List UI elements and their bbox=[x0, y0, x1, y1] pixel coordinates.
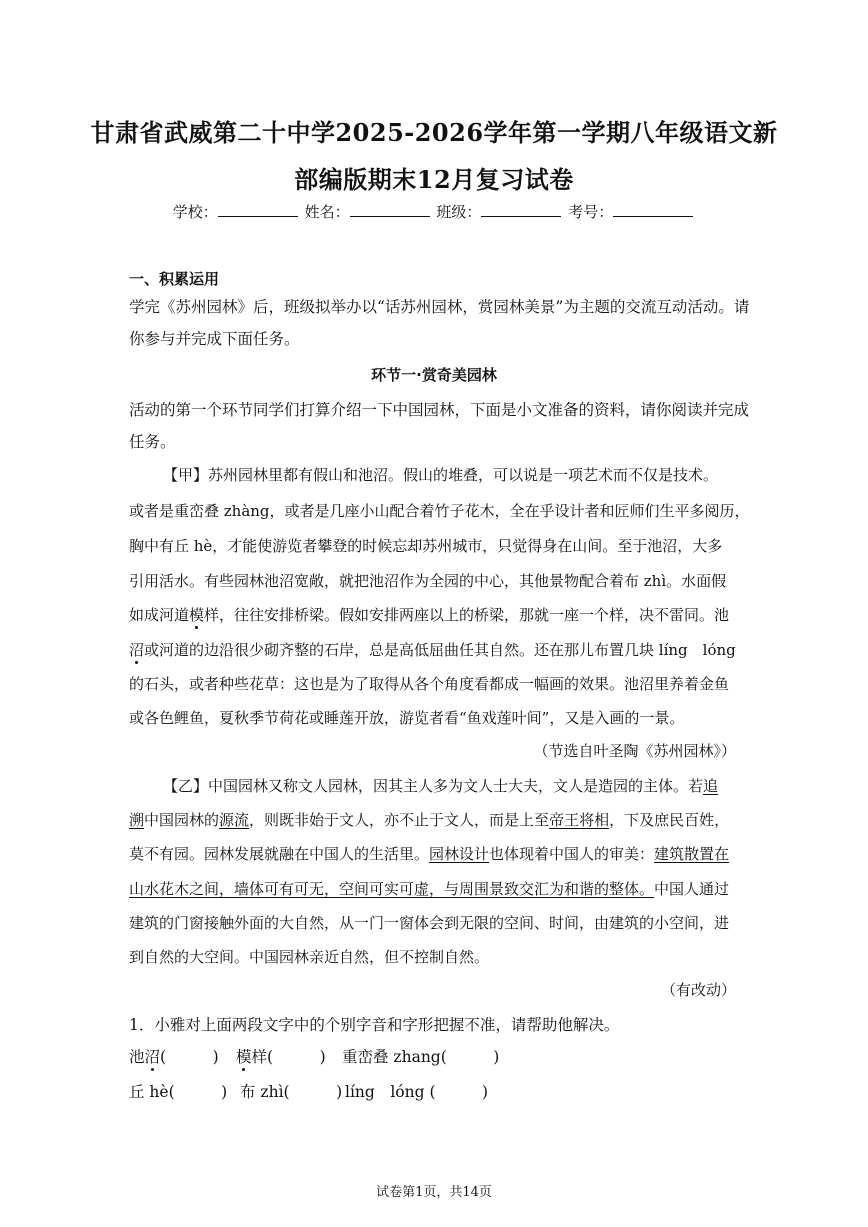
name-blank[interactable] bbox=[350, 202, 430, 217]
passage-a-line4: 引用活水。有些园林池沼宽敞，就把池沼作为全园的中心，其他景物配合着布 zhì。水面假 bbox=[129, 572, 727, 590]
answer-blank[interactable]: 样( ) bbox=[251, 1048, 326, 1066]
text-run: 中国人通过 bbox=[654, 880, 730, 898]
text-run: ，则既非始于文人，亦不止于文人，而是上至 bbox=[249, 811, 550, 829]
passage-b-line1 bbox=[163, 775, 718, 796]
school-blank[interactable] bbox=[218, 202, 298, 217]
underlined-text: 建筑散置在 bbox=[654, 845, 730, 863]
exam-no-blank[interactable] bbox=[613, 202, 693, 217]
text-run: 【乙】中国园林又称文人园林，因其主人多为文人士大夫，文人是造园的主体。若 bbox=[163, 777, 704, 795]
passage-b-line6: 到自然的大空间。中国园林亲近自然，但不控制自然。 bbox=[129, 948, 490, 966]
text-run: 或河道的边沿很少砌齐整的石岸，总是高低屈曲任其自然。还在那儿布置几块 líng lóng bbox=[144, 641, 736, 659]
underlined-text: 追 bbox=[703, 777, 719, 795]
class-label: 班级： bbox=[436, 203, 482, 221]
exam-title-line2: 部编版期末12月复习试卷 bbox=[294, 165, 574, 194]
question1-stem: 1．小雅对上面两段文字中的个别字音和字形把握不准，请帮助他解决。 bbox=[129, 1016, 620, 1034]
underlined-text: 溯 bbox=[129, 811, 145, 829]
passage-b-line5: 建筑的门窗接触外面的大自然，从一门一窗体会到无限的空间、时间，由建筑的小空间，进 bbox=[129, 914, 730, 932]
exam-title-line1: 甘肃省武威第二十中学2025-2026学年第一学期八年级语文新 bbox=[90, 118, 778, 147]
answer-blank[interactable]: ( ) bbox=[160, 1048, 219, 1066]
underlined-text: 园林设计 bbox=[429, 845, 490, 863]
question1-item-zhi[interactable]: 布 zhì( ) bbox=[240, 1083, 343, 1101]
question1-item-zhang[interactable]: 重峦叠 zhang( ) bbox=[342, 1048, 500, 1066]
passage-a-source: （节选自叶圣陶《苏州园林》） bbox=[533, 742, 736, 760]
passage-a-line1: 【甲】苏州园林里都有假山和池沼。假山的堆叠，可以说是一项艺术而不仅是技术。 bbox=[163, 466, 719, 484]
passage-a-line3: 胸中有丘 hè，才能使游览者攀登的时候忘却苏州城市，只觉得身在山间。至于池沼，大多 bbox=[129, 537, 723, 555]
question1-item-chizhao[interactable] bbox=[129, 1045, 219, 1067]
emphasis-char: 沼 bbox=[129, 641, 145, 659]
question1-item-he[interactable]: 丘 hè( ) bbox=[129, 1083, 228, 1101]
passage-a-line7: 的石头，或者种些花草：这也是为了取得从各个角度看都成一幅画的效果。池沼里养着金鱼 bbox=[129, 675, 730, 693]
emphasis-char: 模 bbox=[189, 606, 205, 624]
stage-heading: 环节一·赏奇美园林 bbox=[371, 366, 497, 384]
passage-a-line6 bbox=[129, 639, 736, 660]
name-label: 姓名： bbox=[304, 203, 350, 221]
text-run: 如成河道 bbox=[129, 606, 190, 624]
text-run: ，下及庶民百姓， bbox=[609, 811, 730, 829]
passage-a-line2: 或者是重峦叠 zhàng，或者是几座小山配合着竹子花木，全在乎设计者和匠师们生平多阅历， bbox=[129, 502, 750, 520]
text-run: 也体现着中国人的审美： bbox=[489, 845, 655, 863]
stage-desc-line1: 活动的第一个环节同学们打算介绍一下中国园林，下面是小文准备的资料，请你阅读并完成 bbox=[129, 401, 750, 419]
emphasis-char: 模 bbox=[236, 1048, 252, 1066]
page-footer: 试卷第1页，共14页 bbox=[376, 1185, 492, 1200]
intro-line1: 学完《苏州园林》后，班级拟举办以“话苏州园林，赏园林美景”为主题的交流互动活动。请 bbox=[129, 298, 750, 316]
underlined-text: 山水花木之间，墙体可有可无，空间可实可虚，与周围景致交汇为和谐的整体。 bbox=[129, 880, 655, 898]
student-info-row bbox=[0, 201, 868, 222]
underlined-text: 帝王将相 bbox=[549, 811, 610, 829]
passage-b-source: （有改动） bbox=[660, 981, 736, 999]
question1-item-linglong[interactable]: líng lóng ( ) bbox=[345, 1083, 489, 1101]
passage-b-line3 bbox=[129, 843, 729, 864]
intro-line2: 你参与并完成下面任务。 bbox=[129, 330, 300, 348]
text-run: 中国园林的 bbox=[144, 811, 220, 829]
school-label: 学校： bbox=[172, 203, 218, 221]
exam-no-label: 考号： bbox=[568, 203, 614, 221]
section-heading: 一、积累运用 bbox=[129, 270, 220, 288]
emphasis-char: 沼 bbox=[144, 1048, 161, 1066]
passage-a-line8: 或各色鲤鱼，夏秋季节荷花或睡莲开放，游览者看“鱼戏莲叶间”，又是入画的一景。 bbox=[129, 709, 685, 727]
passage-b-line4 bbox=[129, 878, 729, 899]
text-run: 样，往往安排桥梁。假如安排两座以上的桥梁，那就一座一个样，决不雷同。池 bbox=[204, 606, 730, 624]
question1-item-moyang[interactable] bbox=[236, 1045, 326, 1067]
class-blank[interactable] bbox=[481, 202, 561, 217]
stage-desc-line2: 任务。 bbox=[129, 433, 176, 451]
text-run: 莫不有园。园林发展就融在中国人的生活里。 bbox=[129, 845, 430, 863]
passage-a-line5 bbox=[129, 604, 729, 625]
text-run: 池 bbox=[129, 1048, 145, 1066]
underlined-text: 源流 bbox=[219, 811, 250, 829]
passage-b-line2 bbox=[129, 809, 729, 830]
